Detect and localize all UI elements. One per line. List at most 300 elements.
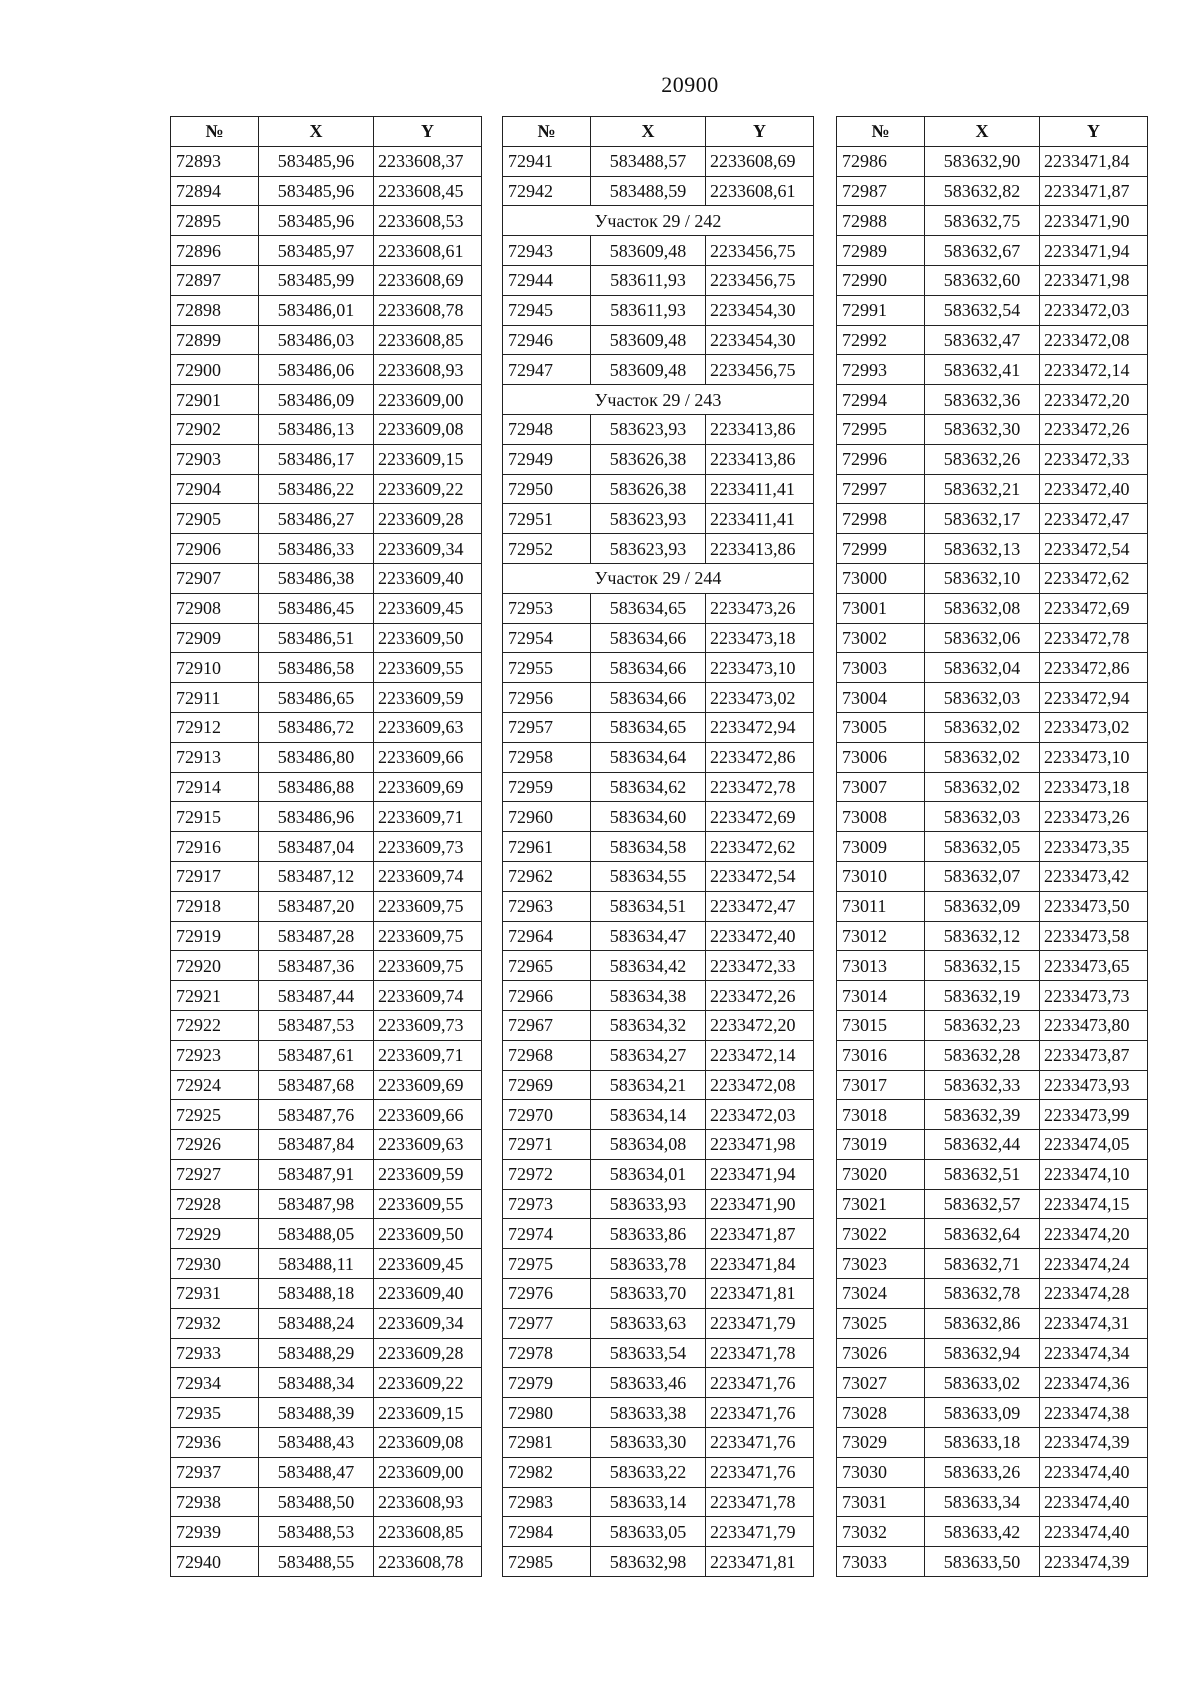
header-y: Y (706, 117, 814, 147)
table-header-row (837, 117, 1148, 147)
table-row (837, 921, 1148, 951)
x-coordinate-cell: 583488,59 (591, 176, 706, 206)
table-row (171, 742, 482, 772)
point-number-cell: 72936 (171, 1428, 259, 1458)
x-coordinate-cell: 583485,96 (259, 176, 374, 206)
x-coordinate-cell: 583488,43 (259, 1428, 374, 1458)
x-coordinate-cell: 583632,02 (925, 712, 1040, 742)
y-coordinate-cell: 2233472,03 (1040, 295, 1148, 325)
point-number-cell: 72940 (171, 1547, 259, 1577)
point-number-cell: 72976 (503, 1279, 591, 1309)
x-coordinate-cell: 583486,06 (259, 355, 374, 385)
section-row (503, 206, 814, 236)
y-coordinate-cell: 2233474,31 (1040, 1308, 1148, 1338)
x-coordinate-cell: 583623,93 (591, 504, 706, 534)
table-row (837, 802, 1148, 832)
table-row (171, 563, 482, 593)
point-number-cell: 73028 (837, 1398, 925, 1428)
table-row (171, 653, 482, 683)
table-row (503, 1189, 814, 1219)
x-coordinate-cell: 583626,38 (591, 474, 706, 504)
section-label: Участок 29 / 244 (503, 563, 814, 593)
x-coordinate-cell: 583634,65 (591, 593, 706, 623)
point-number-cell: 72921 (171, 981, 259, 1011)
table-row (837, 683, 1148, 713)
point-number-cell: 73014 (837, 981, 925, 1011)
point-number-cell: 72946 (503, 325, 591, 355)
point-number-cell: 72951 (503, 504, 591, 534)
table-body (171, 146, 482, 1576)
point-number-cell: 72980 (503, 1398, 591, 1428)
table-row (171, 295, 482, 325)
y-coordinate-cell: 2233456,75 (706, 355, 814, 385)
x-coordinate-cell: 583486,03 (259, 325, 374, 355)
table-row (837, 653, 1148, 683)
x-coordinate-cell: 583632,51 (925, 1159, 1040, 1189)
y-coordinate-cell: 2233609,75 (374, 891, 482, 921)
point-number-cell: 72937 (171, 1457, 259, 1487)
x-coordinate-cell: 583486,17 (259, 444, 374, 474)
table-row (503, 414, 814, 444)
x-coordinate-cell: 583632,71 (925, 1249, 1040, 1279)
section-row (503, 385, 814, 415)
point-number-cell: 72928 (171, 1189, 259, 1219)
point-number-cell: 72959 (503, 772, 591, 802)
point-number-cell: 72930 (171, 1249, 259, 1279)
y-coordinate-cell: 2233609,50 (374, 1219, 482, 1249)
x-coordinate-cell: 583486,80 (259, 742, 374, 772)
point-number-cell: 72908 (171, 593, 259, 623)
table-row (171, 1070, 482, 1100)
x-coordinate-cell: 583488,05 (259, 1219, 374, 1249)
table-row (837, 236, 1148, 266)
point-number-cell: 72970 (503, 1100, 591, 1130)
table-row (837, 712, 1148, 742)
x-coordinate-cell: 583634,55 (591, 861, 706, 891)
x-coordinate-cell: 583632,98 (591, 1547, 706, 1577)
x-coordinate-cell: 583632,47 (925, 325, 1040, 355)
table-row (503, 474, 814, 504)
point-number-cell: 72956 (503, 683, 591, 713)
point-number-cell: 72988 (837, 206, 925, 236)
y-coordinate-cell: 2233472,54 (1040, 534, 1148, 564)
x-coordinate-cell: 583634,64 (591, 742, 706, 772)
table-row (837, 355, 1148, 385)
x-coordinate-cell: 583632,64 (925, 1219, 1040, 1249)
table-row (503, 1040, 814, 1070)
table-row (837, 206, 1148, 236)
table-row (837, 1219, 1148, 1249)
point-number-cell: 72984 (503, 1517, 591, 1547)
y-coordinate-cell: 2233609,59 (374, 1159, 482, 1189)
point-number-cell: 72913 (171, 742, 259, 772)
point-number-cell: 72971 (503, 1130, 591, 1160)
point-number-cell: 72897 (171, 265, 259, 295)
section-label: Участок 29 / 243 (503, 385, 814, 415)
point-number-cell: 72973 (503, 1189, 591, 1219)
x-coordinate-cell: 583632,03 (925, 683, 1040, 713)
point-number-cell: 72958 (503, 742, 591, 772)
y-coordinate-cell: 2233472,94 (706, 712, 814, 742)
x-coordinate-cell: 583633,50 (925, 1547, 1040, 1577)
point-number-cell: 73027 (837, 1368, 925, 1398)
y-coordinate-cell: 2233474,34 (1040, 1338, 1148, 1368)
table-row (503, 951, 814, 981)
x-coordinate-cell: 583632,82 (925, 176, 1040, 206)
point-number-cell: 72931 (171, 1279, 259, 1309)
point-number-cell: 72994 (837, 385, 925, 415)
table-row (503, 355, 814, 385)
point-number-cell: 72995 (837, 414, 925, 444)
y-coordinate-cell: 2233472,33 (706, 951, 814, 981)
y-coordinate-cell: 2233472,47 (1040, 504, 1148, 534)
y-coordinate-cell: 2233471,76 (706, 1457, 814, 1487)
y-coordinate-cell: 2233609,45 (374, 1249, 482, 1279)
point-number-cell: 72900 (171, 355, 259, 385)
x-coordinate-cell: 583633,09 (925, 1398, 1040, 1428)
table-row (171, 921, 482, 951)
table-row (837, 504, 1148, 534)
x-coordinate-cell: 583633,70 (591, 1279, 706, 1309)
point-number-cell: 72914 (171, 772, 259, 802)
x-coordinate-cell: 583609,48 (591, 236, 706, 266)
header-number: № (171, 117, 259, 147)
point-number-cell: 73025 (837, 1308, 925, 1338)
x-coordinate-cell: 583488,34 (259, 1368, 374, 1398)
table-row (503, 1219, 814, 1249)
point-number-cell: 73020 (837, 1159, 925, 1189)
table-row (171, 504, 482, 534)
y-coordinate-cell: 2233609,15 (374, 444, 482, 474)
table-row (837, 1010, 1148, 1040)
x-coordinate-cell: 583488,11 (259, 1249, 374, 1279)
point-number-cell: 72926 (171, 1130, 259, 1160)
table-row (503, 325, 814, 355)
y-coordinate-cell: 2233471,94 (706, 1159, 814, 1189)
y-coordinate-cell: 2233609,74 (374, 981, 482, 1011)
table-row (837, 1130, 1148, 1160)
point-number-cell: 72932 (171, 1308, 259, 1338)
y-coordinate-cell: 2233608,37 (374, 146, 482, 176)
point-number-cell: 73012 (837, 921, 925, 951)
y-coordinate-cell: 2233454,30 (706, 295, 814, 325)
y-coordinate-cell: 2233472,86 (706, 742, 814, 772)
x-coordinate-cell: 583632,17 (925, 504, 1040, 534)
point-number-cell: 72917 (171, 861, 259, 891)
x-coordinate-cell: 583487,04 (259, 832, 374, 862)
point-number-cell: 73000 (837, 563, 925, 593)
table-row (171, 444, 482, 474)
point-number-cell: 72939 (171, 1517, 259, 1547)
table-row (837, 414, 1148, 444)
table-row (171, 1428, 482, 1458)
y-coordinate-cell: 2233472,33 (1040, 444, 1148, 474)
x-coordinate-cell: 583487,76 (259, 1100, 374, 1130)
point-number-cell: 72965 (503, 951, 591, 981)
point-number-cell: 73019 (837, 1130, 925, 1160)
x-coordinate-cell: 583623,93 (591, 414, 706, 444)
table-row (837, 1338, 1148, 1368)
y-coordinate-cell: 2233471,84 (706, 1249, 814, 1279)
y-coordinate-cell: 2233472,20 (1040, 385, 1148, 415)
x-coordinate-cell: 583632,41 (925, 355, 1040, 385)
x-coordinate-cell: 583632,90 (925, 146, 1040, 176)
y-coordinate-cell: 2233609,34 (374, 1308, 482, 1338)
point-number-cell: 72898 (171, 295, 259, 325)
point-number-cell: 73031 (837, 1487, 925, 1517)
x-coordinate-cell: 583634,60 (591, 802, 706, 832)
y-coordinate-cell: 2233411,41 (706, 474, 814, 504)
table-row (837, 832, 1148, 862)
point-number-cell: 72997 (837, 474, 925, 504)
point-number-cell: 73026 (837, 1338, 925, 1368)
point-number-cell: 73004 (837, 683, 925, 713)
x-coordinate-cell: 583632,33 (925, 1070, 1040, 1100)
point-number-cell: 72948 (503, 414, 591, 444)
y-coordinate-cell: 2233609,73 (374, 832, 482, 862)
y-coordinate-cell: 2233474,15 (1040, 1189, 1148, 1219)
point-number-cell: 72972 (503, 1159, 591, 1189)
y-coordinate-cell: 2233609,66 (374, 742, 482, 772)
x-coordinate-cell: 583633,34 (925, 1487, 1040, 1517)
y-coordinate-cell: 2233609,55 (374, 1189, 482, 1219)
x-coordinate-cell: 583609,48 (591, 355, 706, 385)
point-number-cell: 72967 (503, 1010, 591, 1040)
table-row (837, 891, 1148, 921)
point-number-cell: 72986 (837, 146, 925, 176)
point-number-cell: 72982 (503, 1457, 591, 1487)
table-row (837, 1457, 1148, 1487)
table-row (503, 1368, 814, 1398)
x-coordinate-cell: 583485,96 (259, 206, 374, 236)
table-row (837, 981, 1148, 1011)
y-coordinate-cell: 2233474,20 (1040, 1219, 1148, 1249)
table-row (171, 712, 482, 742)
header-number: № (837, 117, 925, 147)
y-coordinate-cell: 2233609,45 (374, 593, 482, 623)
x-coordinate-cell: 583632,08 (925, 593, 1040, 623)
table-row (171, 1010, 482, 1040)
y-coordinate-cell: 2233609,28 (374, 1338, 482, 1368)
x-coordinate-cell: 583609,48 (591, 325, 706, 355)
table-row (171, 534, 482, 564)
y-coordinate-cell: 2233473,42 (1040, 861, 1148, 891)
x-coordinate-cell: 583487,36 (259, 951, 374, 981)
header-x: X (259, 117, 374, 147)
table-row (837, 146, 1148, 176)
table-row (171, 1249, 482, 1279)
x-coordinate-cell: 583632,26 (925, 444, 1040, 474)
point-number-cell: 72957 (503, 712, 591, 742)
x-coordinate-cell: 583632,12 (925, 921, 1040, 951)
table-row (503, 1398, 814, 1428)
x-coordinate-cell: 583486,09 (259, 385, 374, 415)
y-coordinate-cell: 2233609,50 (374, 623, 482, 653)
x-coordinate-cell: 583486,33 (259, 534, 374, 564)
x-coordinate-cell: 583632,03 (925, 802, 1040, 832)
point-number-cell: 73033 (837, 1547, 925, 1577)
x-coordinate-cell: 583634,51 (591, 891, 706, 921)
point-number-cell: 72906 (171, 534, 259, 564)
y-coordinate-cell: 2233473,65 (1040, 951, 1148, 981)
x-coordinate-cell: 583632,05 (925, 832, 1040, 862)
point-number-cell: 72977 (503, 1308, 591, 1338)
y-coordinate-cell: 2233413,86 (706, 534, 814, 564)
x-coordinate-cell: 583487,44 (259, 981, 374, 1011)
point-number-cell: 72999 (837, 534, 925, 564)
y-coordinate-cell: 2233609,22 (374, 1368, 482, 1398)
x-coordinate-cell: 583486,01 (259, 295, 374, 325)
x-coordinate-cell: 583486,51 (259, 623, 374, 653)
table-row (171, 1279, 482, 1309)
table-row (503, 1070, 814, 1100)
point-number-cell: 72992 (837, 325, 925, 355)
x-coordinate-cell: 583632,28 (925, 1040, 1040, 1070)
x-coordinate-cell: 583488,55 (259, 1547, 374, 1577)
table-row (503, 653, 814, 683)
y-coordinate-cell: 2233609,00 (374, 385, 482, 415)
y-coordinate-cell: 2233609,69 (374, 772, 482, 802)
table-row (837, 951, 1148, 981)
table-row (837, 325, 1148, 355)
table-row (837, 1398, 1148, 1428)
x-coordinate-cell: 583632,94 (925, 1338, 1040, 1368)
point-number-cell: 72952 (503, 534, 591, 564)
point-number-cell: 73018 (837, 1100, 925, 1130)
y-coordinate-cell: 2233608,93 (374, 355, 482, 385)
x-coordinate-cell: 583623,93 (591, 534, 706, 564)
x-coordinate-cell: 583632,07 (925, 861, 1040, 891)
x-coordinate-cell: 583634,32 (591, 1010, 706, 1040)
point-number-cell: 73016 (837, 1040, 925, 1070)
x-coordinate-cell: 583632,15 (925, 951, 1040, 981)
y-coordinate-cell: 2233472,94 (1040, 683, 1148, 713)
y-coordinate-cell: 2233608,78 (374, 295, 482, 325)
x-coordinate-cell: 583633,54 (591, 1338, 706, 1368)
x-coordinate-cell: 583633,86 (591, 1219, 706, 1249)
y-coordinate-cell: 2233471,78 (706, 1487, 814, 1517)
table-row (503, 1249, 814, 1279)
y-coordinate-cell: 2233609,69 (374, 1070, 482, 1100)
point-number-cell: 72963 (503, 891, 591, 921)
point-number-cell: 72907 (171, 563, 259, 593)
x-coordinate-cell: 583632,23 (925, 1010, 1040, 1040)
y-coordinate-cell: 2233471,90 (1040, 206, 1148, 236)
point-number-cell: 73011 (837, 891, 925, 921)
point-number-cell: 72996 (837, 444, 925, 474)
table-row (503, 146, 814, 176)
table-row (171, 1100, 482, 1130)
table-row (171, 1487, 482, 1517)
x-coordinate-cell: 583486,96 (259, 802, 374, 832)
y-coordinate-cell: 2233456,75 (706, 265, 814, 295)
y-coordinate-cell: 2233609,08 (374, 1428, 482, 1458)
table-row (171, 772, 482, 802)
y-coordinate-cell: 2233473,18 (706, 623, 814, 653)
x-coordinate-cell: 583632,09 (925, 891, 1040, 921)
y-coordinate-cell: 2233472,69 (706, 802, 814, 832)
table-row (171, 861, 482, 891)
y-coordinate-cell: 2233472,40 (706, 921, 814, 951)
y-coordinate-cell: 2233471,76 (706, 1368, 814, 1398)
point-number-cell: 72990 (837, 265, 925, 295)
x-coordinate-cell: 583633,42 (925, 1517, 1040, 1547)
x-coordinate-cell: 583486,13 (259, 414, 374, 444)
y-coordinate-cell: 2233608,61 (374, 236, 482, 266)
y-coordinate-cell: 2233472,14 (1040, 355, 1148, 385)
y-coordinate-cell: 2233472,78 (706, 772, 814, 802)
y-coordinate-cell: 2233471,94 (1040, 236, 1148, 266)
y-coordinate-cell: 2233609,63 (374, 712, 482, 742)
y-coordinate-cell: 2233474,39 (1040, 1428, 1148, 1458)
section-label: Участок 29 / 242 (503, 206, 814, 236)
table-row (171, 146, 482, 176)
table-row (503, 1100, 814, 1130)
table-row (171, 1398, 482, 1428)
table-row (837, 534, 1148, 564)
x-coordinate-cell: 583487,61 (259, 1040, 374, 1070)
x-coordinate-cell: 583486,58 (259, 653, 374, 683)
point-number-cell: 72927 (171, 1159, 259, 1189)
x-coordinate-cell: 583634,08 (591, 1130, 706, 1160)
header-x: X (591, 117, 706, 147)
table-row (503, 236, 814, 266)
coordinates-table-3 (836, 116, 1148, 1577)
x-coordinate-cell: 583632,75 (925, 206, 1040, 236)
y-coordinate-cell: 2233609,71 (374, 802, 482, 832)
y-coordinate-cell: 2233473,18 (1040, 772, 1148, 802)
table-row (837, 861, 1148, 891)
y-coordinate-cell: 2233609,66 (374, 1100, 482, 1130)
table-row (171, 1368, 482, 1398)
table-row (837, 444, 1148, 474)
y-coordinate-cell: 2233609,75 (374, 921, 482, 951)
y-coordinate-cell: 2233471,76 (706, 1428, 814, 1458)
x-coordinate-cell: 583632,57 (925, 1189, 1040, 1219)
y-coordinate-cell: 2233471,87 (1040, 176, 1148, 206)
y-coordinate-cell: 2233473,50 (1040, 891, 1148, 921)
x-coordinate-cell: 583487,68 (259, 1070, 374, 1100)
y-coordinate-cell: 2233608,93 (374, 1487, 482, 1517)
y-coordinate-cell: 2233473,73 (1040, 981, 1148, 1011)
point-number-cell: 72935 (171, 1398, 259, 1428)
table-row (503, 802, 814, 832)
point-number-cell: 72916 (171, 832, 259, 862)
table-row (171, 1308, 482, 1338)
table-row (503, 1130, 814, 1160)
x-coordinate-cell: 583632,78 (925, 1279, 1040, 1309)
y-coordinate-cell: 2233456,75 (706, 236, 814, 266)
point-number-cell: 72950 (503, 474, 591, 504)
table-row (503, 265, 814, 295)
x-coordinate-cell: 583633,46 (591, 1368, 706, 1398)
x-coordinate-cell: 583488,50 (259, 1487, 374, 1517)
table-row (503, 1457, 814, 1487)
point-number-cell: 73001 (837, 593, 925, 623)
table-row (837, 1279, 1148, 1309)
x-coordinate-cell: 583485,96 (259, 146, 374, 176)
y-coordinate-cell: 2233472,20 (706, 1010, 814, 1040)
y-coordinate-cell: 2233474,36 (1040, 1368, 1148, 1398)
table-row (171, 832, 482, 862)
table-row (171, 623, 482, 653)
y-coordinate-cell: 2233609,22 (374, 474, 482, 504)
table-row (171, 474, 482, 504)
table-row (171, 1547, 482, 1577)
y-coordinate-cell: 2233609,71 (374, 1040, 482, 1070)
point-number-cell: 72968 (503, 1040, 591, 1070)
y-coordinate-cell: 2233472,26 (706, 981, 814, 1011)
